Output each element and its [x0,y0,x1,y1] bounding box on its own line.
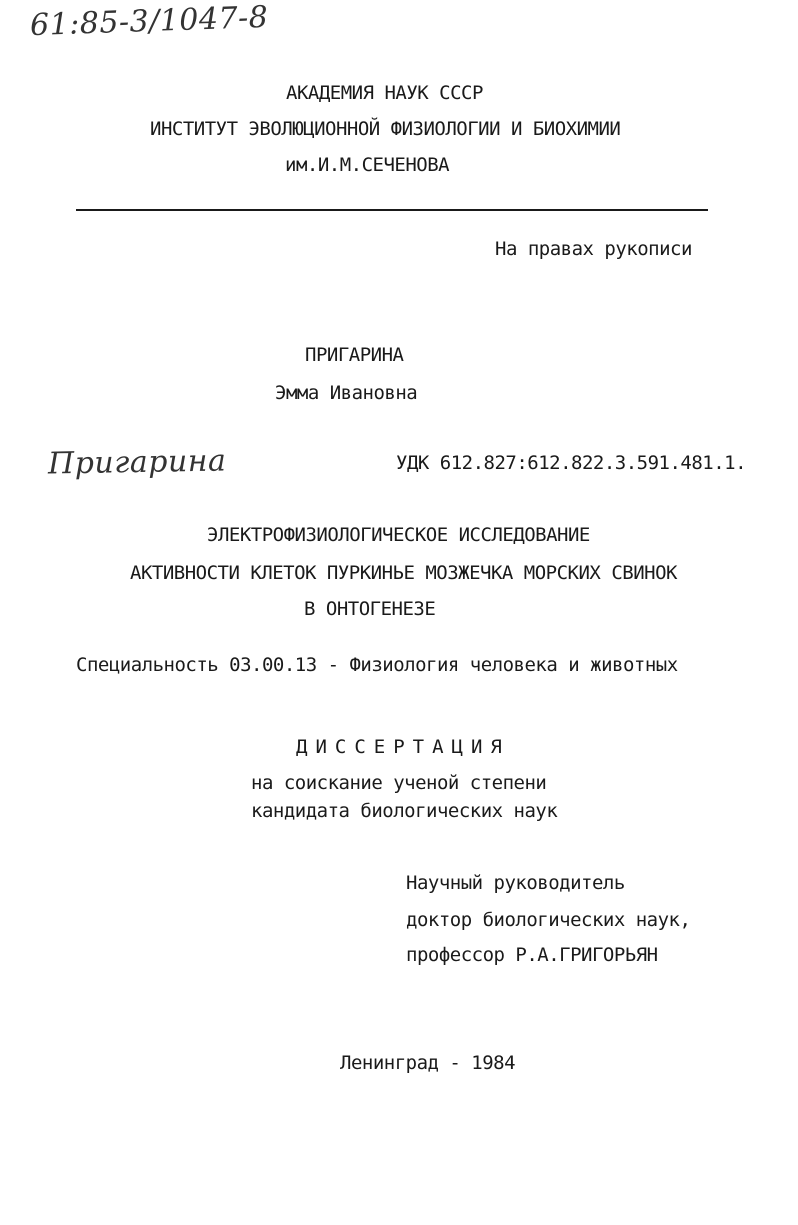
supervisor-name: профессор Р.А.ГРИГОРЬЯН [406,944,658,966]
title-line-1: ЭЛЕКТРОФИЗИОЛОГИЧЕСКОЕ ИССЛЕДОВАНИЕ [207,524,590,546]
degree-line-2: кандидата биологических наук [251,800,558,822]
place-year: Ленинград - 1984 [340,1052,516,1074]
udc-code: УДК 612.827:612.822.3.591.481.1. [396,452,747,474]
supervisor-degree: доктор биологических наук, [406,909,691,931]
rights-note: На правах рукописи [495,238,692,260]
archive-handwritten-mark: 61:85-3/1047-8 [29,0,269,44]
degree-line-1: на соискание ученой степени [251,772,547,794]
institute-dedication: им.И.М.СЕЧЕНОВА [285,154,450,176]
academy-name: АКАДЕМИЯ НАУК СССР [286,82,483,104]
author-surname: ПРИГАРИНА [305,344,404,366]
title-line-2: АКТИВНОСТИ КЛЕТОК ПУРКИНЬЕ МОЗЖЕЧКА МОРСКИХ СВИНОК [130,562,677,584]
title-line-3: В ОНТОГЕНЕЗЕ [304,598,436,620]
work-type-label: ДИССЕРТАЦИЯ [296,736,510,758]
author-signature: Пригарина [47,443,227,482]
author-given-names: Эмма Ивановна [275,382,418,404]
institute-name: ИНСТИТУТ ЭВОЛЮЦИОННОЙ ФИЗИОЛОГИИ И БИОХИМИИ [150,118,621,140]
header-divider [76,209,708,211]
specialty: Специальность 03.00.13 - Физиология человека и животных [76,654,678,676]
supervisor-role: Научный руководитель [406,872,625,894]
